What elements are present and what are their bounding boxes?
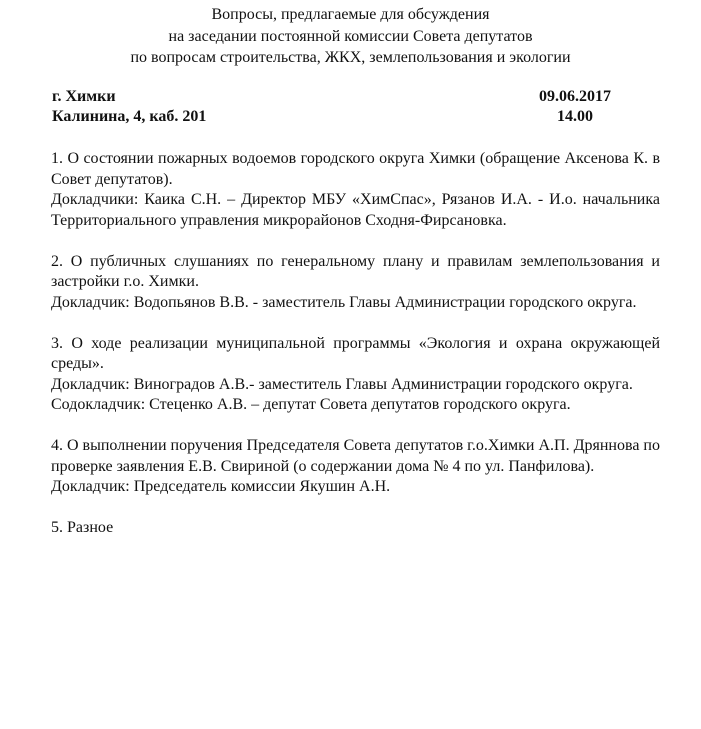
meeting-details-row-2 — [52, 107, 620, 127]
agenda-item-5 — [51, 518, 660, 539]
meeting-time: 14.00 — [557, 108, 593, 125]
agenda-item-4 — [51, 436, 660, 498]
meeting-address: Калинина, 4, каб. 201 — [52, 108, 207, 125]
heading-line-1: Вопросы, предлагаемые для обсуждения — [211, 6, 490, 23]
agenda-item-speaker: Докладчик: Виноградов А.В.- заместитель Главы Администрации городского округа. — [51, 375, 633, 393]
meeting-details-row-1 — [52, 87, 620, 107]
heading-line-2: на заседании постоянной комиссии Совета депутатов — [168, 27, 533, 45]
meeting-date: 09.06.2017 — [539, 88, 611, 105]
agenda-item-co-speaker: Содокладчик: Стеценко А.В. – депутат Совета депутатов городского округа. — [51, 396, 571, 413]
agenda-list — [51, 149, 660, 559]
heading-line-3: по вопросам строительства, ЖКХ, землепользования и экологии — [130, 49, 571, 66]
meeting-details — [52, 87, 620, 127]
agenda-item-2 — [51, 252, 660, 314]
agenda-item-speakers: Докладчики: Каика С.Н. – Директор МБУ «ХимСпас», Рязанов И.А. - И.о. начальника Территориального управления микрорайонов Сходня-Фирсановка. — [51, 191, 660, 229]
agenda-item-title: 1. О состоянии пожарных водоемов городского округа Химки (обращение Аксенова К. в Совет депутатов). — [51, 150, 660, 188]
agenda-item-3 — [51, 334, 660, 416]
agenda-item-title: 2. О публичных слушаниях по генеральному плану и правилам землепользования и застройки г.о. Химки. — [51, 252, 660, 290]
agenda-item-1 — [51, 149, 660, 231]
meeting-city: г. Химки — [52, 88, 116, 105]
agenda-item-speaker: Докладчик: Водопьянов В.В. - заместитель Главы Администрации городского округа. — [51, 293, 637, 311]
agenda-item-title: 3. О ходе реализации муниципальной программы «Экология и охрана окружающей среды». — [51, 334, 660, 372]
agenda-item-speaker: Докладчик: Председатель комиссии Якушин А.Н. — [51, 478, 391, 495]
agenda-item-title: 4. О выполнении поручения Председателя Совета депутатов г.о.Химки А.П. Дряннова по проверке заявления Е.В. Свириной (о содержании дома № 4 по ул. Панфилова). — [51, 437, 660, 475]
agenda-item-title: 5. Разное — [51, 519, 114, 536]
document-heading — [0, 4, 701, 69]
